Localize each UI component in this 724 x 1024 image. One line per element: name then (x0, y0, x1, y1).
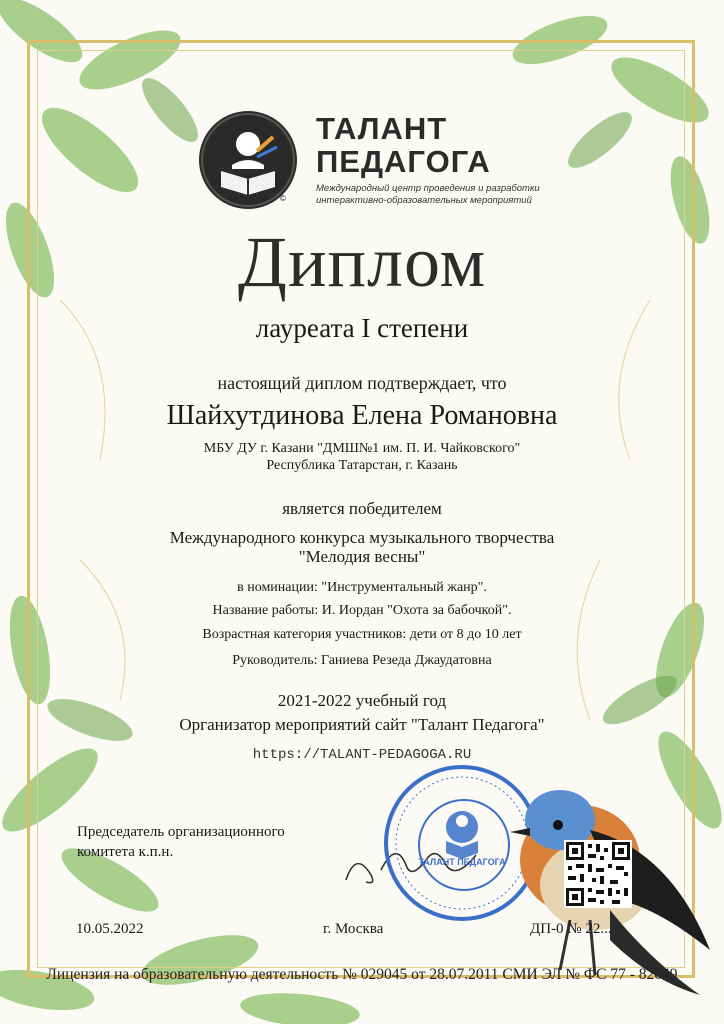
document-number: ДП-0 № 22... (530, 921, 612, 937)
organization-line2: Республика Татарстан, г. Казань (266, 458, 458, 473)
age-category: Возрастная категория участников: дети от 8 до 10 лет (202, 627, 522, 642)
confirm-text: настоящий диплом подтверждает, что (217, 373, 507, 393)
brand-subtitle (316, 183, 556, 207)
diploma-title: Диплом (237, 222, 487, 302)
stamp-inner-ring (418, 799, 510, 891)
diploma-degree: лауреата I степени (255, 313, 469, 343)
brand-title-line1: ТАЛАНТ (316, 111, 448, 146)
license-text: Лицензия на образовательную деятельность № 029045 от 28.07.2011 СМИ ЭЛ № ФС 77 - 82049 (46, 966, 678, 983)
organizer: Организатор мероприятий сайт "Талант Педагога" (179, 715, 545, 734)
organization-line1: МБУ ДУ г. Казани "ДМШ№1 им. П. И. Чайковского" (203, 441, 521, 456)
chair-title (77, 822, 285, 862)
qr-code (564, 840, 632, 908)
work-title: Название работы: И. Иордан "Охота за бабочкой". (212, 603, 512, 618)
brand-title-line2: ПЕДАГОГА (316, 144, 491, 179)
supervisor: Руководитель: Ганиева Резеда Джаудатовна (232, 653, 492, 668)
brand-subtitle-line1: Международный центр проведения и разработки (316, 183, 540, 194)
issue-city: г. Москва (323, 921, 384, 937)
brand-subtitle-line2: интерактивно-образовательных мероприятий (316, 195, 532, 206)
winner-text: является победителем (282, 499, 442, 518)
stamp-text: ТАЛАНТ ПЕДАГОГА (418, 857, 506, 867)
chair-title-line2: комитета к.п.н. (77, 844, 174, 860)
contest-line2: "Мелодия весны" (298, 547, 426, 566)
copyright-mark: © (280, 194, 286, 203)
recipient-name: Шайхутдинова Елена Романовна (166, 400, 558, 431)
nomination: в номинации: "Инструментальный жанр". (237, 580, 487, 595)
issue-date: 10.05.2022 (76, 921, 144, 937)
school-year: 2021-2022 учебный год (277, 691, 447, 710)
website-url: https://TALANT-PEDAGOGA.RU (252, 747, 472, 763)
chair-title-line1: Председатель организационного (77, 824, 285, 840)
contest-line1: Международного конкурса музыкального творчества (169, 528, 555, 547)
